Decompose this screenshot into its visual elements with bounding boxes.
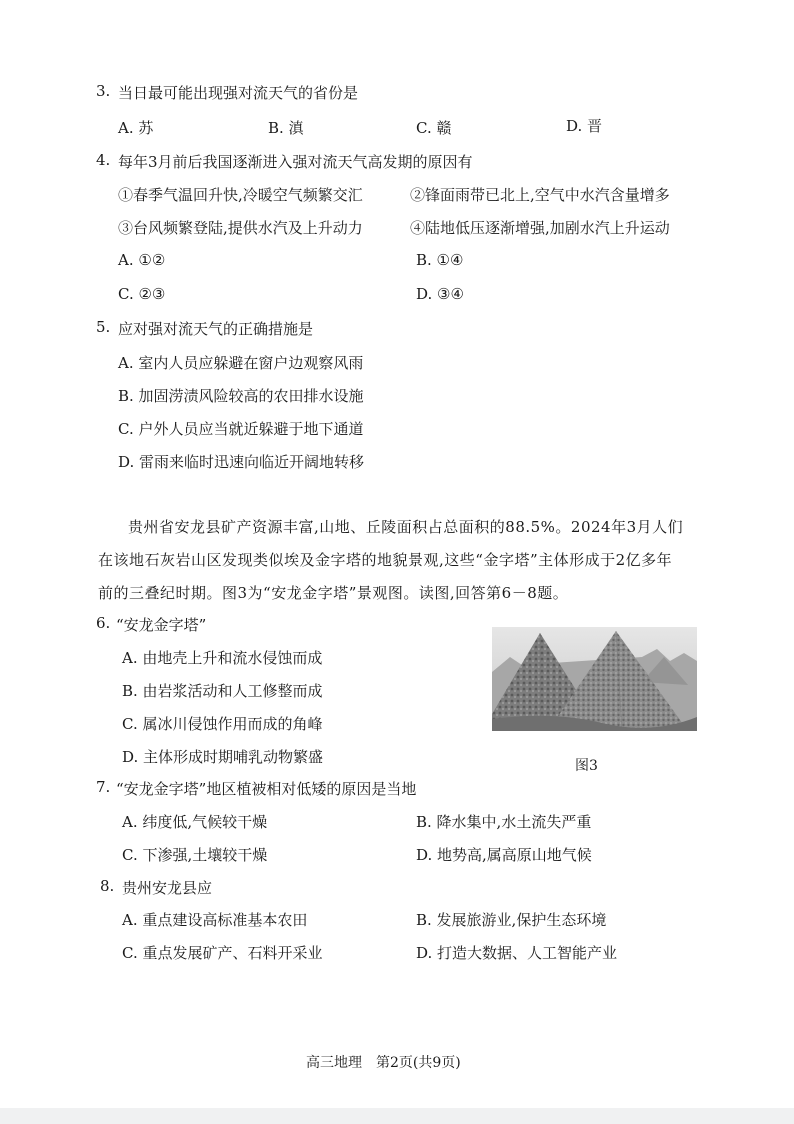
question-4-statement-1: ①春季气温回升快,冷暖空气频繁交汇 bbox=[118, 186, 363, 204]
question-7-option-c: C. 下渗强,土壤较干燥 bbox=[122, 846, 268, 864]
question-7-option-b: B. 降水集中,水土流失严重 bbox=[416, 813, 592, 831]
question-8-number: 8. bbox=[100, 877, 115, 895]
question-8-option-c: C. 重点发展矿产、石料开采业 bbox=[122, 944, 323, 962]
question-4-statement-4: ④陆地低压逐渐增强,加剧水汽上升运动 bbox=[410, 219, 670, 237]
passage-line-3: 前的三叠纪时期。图3为“安龙金字塔”景观图。读图,回答第6－8题。 bbox=[98, 584, 569, 602]
question-3-option-d: D. 晋 bbox=[566, 117, 603, 135]
question-5-option-c: C. 户外人员应当就近躲避于地下通道 bbox=[118, 420, 364, 438]
question-3-stem: 当日最可能出现强对流天气的省份是 bbox=[118, 84, 359, 102]
question-8-option-b: B. 发展旅游业,保护生态环境 bbox=[416, 911, 607, 929]
question-7-number: 7. bbox=[96, 778, 111, 796]
figure-3-pyramid-photo bbox=[492, 627, 697, 731]
viewer-bottom-bar bbox=[0, 1108, 794, 1124]
figure-3-caption: 图3 bbox=[575, 758, 598, 774]
question-8-option-a: A. 重点建设高标准基本农田 bbox=[122, 911, 308, 929]
question-6-option-c: C. 属冰川侵蚀作用而成的角峰 bbox=[122, 715, 323, 733]
question-4-option-b: B. ①④ bbox=[416, 251, 464, 269]
question-7-stem: “安龙金字塔”地区植被相对低矮的原因是当地 bbox=[116, 780, 417, 798]
question-4-option-a: A. ①② bbox=[118, 251, 166, 269]
question-6-number: 6. bbox=[96, 614, 111, 632]
page-footer: 高三地理 第2页(共9页) bbox=[306, 1055, 461, 1071]
passage-line-1: 贵州省安龙县矿产资源丰富,山地、丘陵面积占总面积的88.5%。2024年3月人们 bbox=[128, 518, 684, 536]
question-5-stem: 应对强对流天气的正确措施是 bbox=[118, 320, 314, 338]
question-6-option-d: D. 主体形成时期哺乳动物繁盛 bbox=[122, 748, 324, 766]
passage-line-2: 在该地石灰岩山区发现类似埃及金字塔的地貌景观,这些“金字塔”主体形成于2亿多年 bbox=[98, 551, 673, 569]
question-3-option-c: C. 赣 bbox=[416, 119, 452, 137]
question-4-statement-2: ②锋面雨带已北上,空气中水汽含量增多 bbox=[410, 186, 670, 204]
question-4-option-d: D. ③④ bbox=[416, 285, 464, 303]
question-8-option-d: D. 打造大数据、人工智能产业 bbox=[416, 944, 618, 962]
question-7-option-d: D. 地势高,属高原山地气候 bbox=[416, 846, 592, 864]
question-5-option-b: B. 加固涝渍风险较高的农田排水设施 bbox=[118, 387, 364, 405]
question-4-statement-3: ③台风频繁登陆,提供水汽及上升动力 bbox=[118, 219, 363, 237]
question-3-number: 3. bbox=[96, 82, 111, 100]
question-6-option-b: B. 由岩浆活动和人工修整而成 bbox=[122, 682, 323, 700]
question-6-stem: “安龙金字塔” bbox=[116, 616, 207, 634]
question-7-option-a: A. 纬度低,气候较干燥 bbox=[122, 813, 268, 831]
question-6-option-a: A. 由地壳上升和流水侵蚀而成 bbox=[122, 649, 323, 667]
question-4-option-c: C. ②③ bbox=[118, 285, 166, 303]
question-8-stem: 贵州安龙县应 bbox=[122, 879, 213, 897]
question-4-number: 4. bbox=[96, 151, 111, 169]
question-5-option-d: D. 雷雨来临时迅速向临近开阔地转移 bbox=[118, 453, 365, 471]
question-5-number: 5. bbox=[96, 318, 111, 336]
question-3-option-a: A. 苏 bbox=[118, 119, 154, 137]
question-3-option-b: B. 滇 bbox=[268, 119, 304, 137]
question-5-option-a: A. 室内人员应躲避在窗户边观察风雨 bbox=[118, 354, 364, 372]
question-4-stem: 每年3月前后我国逐渐进入强对流天气高发期的原因有 bbox=[118, 153, 473, 171]
